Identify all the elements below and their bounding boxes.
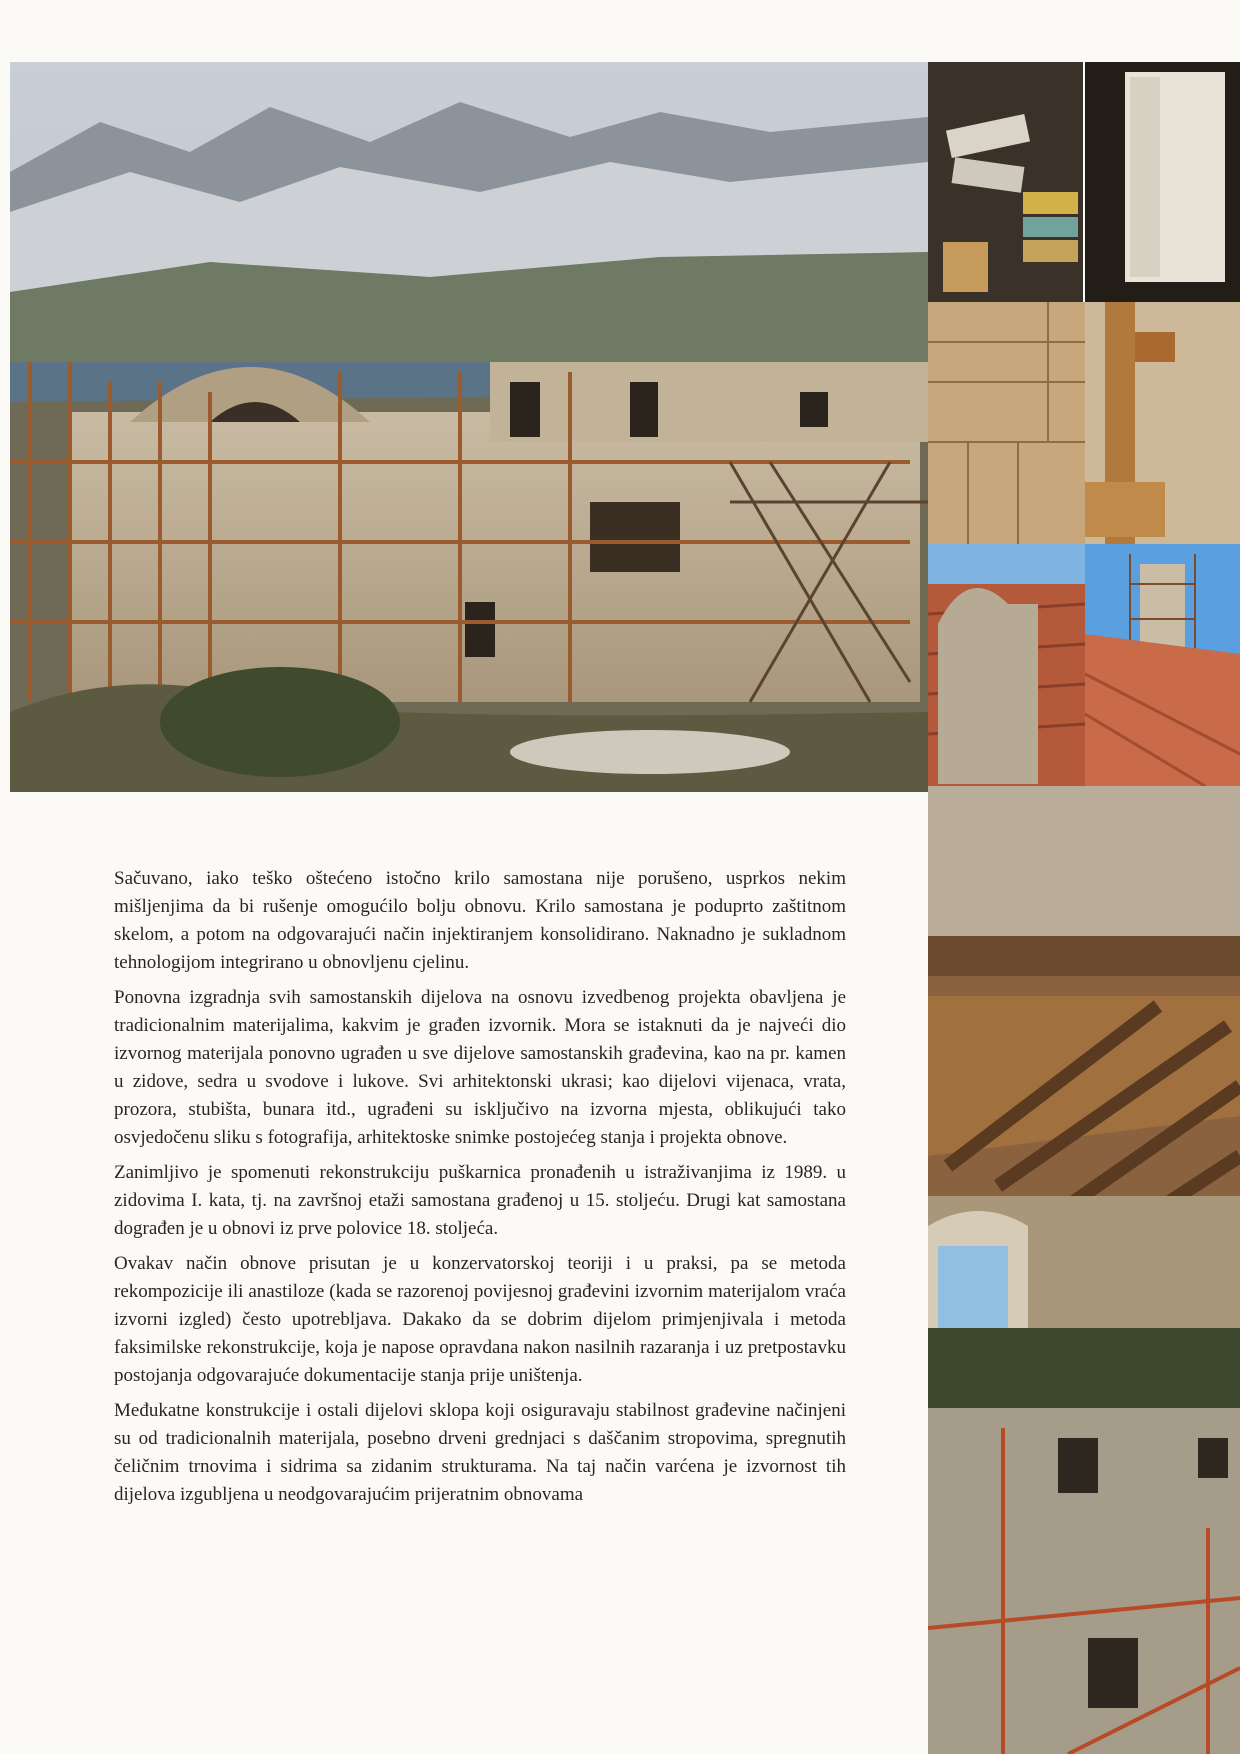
article-body (114, 865, 846, 1516)
wooden-planks-photo (928, 302, 1085, 544)
roof-tiles-photo (928, 544, 1085, 786)
article-paragraph-2: Ponovna izgradnja svih samostanskih dijelova na osnovu izvedbenog projekta obavljena je tradicionalnim materijalima, kakvim je građen izvornik. Mora se istaknuti da je najveći dio izvornog materijala ponovno ugrađen u sve dijelove samostanskih građevina, kao na pr. kamen u zidove, sedra u svodove i lukove. Svi arhitektonski ukrasi; kao dijelovi vijenaca, vrata, prozora, stubišta, bunara itd., ugrađeni su isključivo na izvorna mjesta, oblikujući tako osvjedočenu sliku s fotografija, arhitektoske snimke postojećeg stanja i projekta obnove. (114, 987, 846, 1148)
wooden-beam-photo (1085, 302, 1240, 544)
article-paragraph-5: Međukatne konstrukcije i ostali dijelovi sklopa koji osiguravaju stabilnost građevine načinjeni su od tradicionalnih materijala, posebno drveni grednjaci s daščanim stropovima, spregnutih čeličnim trnovima i sidrima sa zidanim strukturama. Na taj način varćena je izvornost tih dijelova izgubljena u neodgovarajućim prijeratnim obnovama (114, 1400, 846, 1505)
wooden-ceiling-beams-photo (928, 786, 1240, 1328)
stone-block-detail-photo (1085, 62, 1240, 302)
bell-tower-scaffold-photo (1085, 544, 1240, 786)
convent-reconstruction-photo (10, 62, 928, 792)
wall-scaffolding-photo (928, 1328, 1240, 1754)
article-paragraph-1: Sačuvano, iako teško oštećeno istočno krilo samostana nije porušeno, usprkos nekim mišljenjima da bi rušenje omogućilo bolju obnovu. Krilo samostana je poduprto zaštitnom skelom, a potom na odgovarajući način injektiranjem konsolidirano. Naknadno je sukladnom tehnologijom integrirano u obnovljenu cjelinu. (114, 868, 846, 973)
article-paragraph-3: Zanimljivo je spomenuti rekonstrukciju puškarnica pronađenih u istraživanjima iz 1989. u zidovima I. kata, tj. na završnoj etaži samostana građenoj u 15. stoljeću. Drugi kat samostana dograđen je u obnovi iz prve polovice 18. stoljeća. (114, 1162, 846, 1239)
article-paragraph-4: Ovakav način obnove prisutan je u konzervatorskoj teoriji i u praksi, pa se metoda rekompozicije ili anastiloze (kada se razorenoj povijesnoj građevini izvornim materijalom vraća izvorni izgled) često upotrebljava. Dakako da se dobrim dijelom primjenjivala i metoda faksimilske rekonstrukcije, koja je napose opravdana nakon nasilnih razaranja i uz pretpostavku postojanja odgovarajuće dokumentacije stanja prije uništenja. (114, 1253, 846, 1386)
stone-blocks-photo (928, 62, 1083, 302)
